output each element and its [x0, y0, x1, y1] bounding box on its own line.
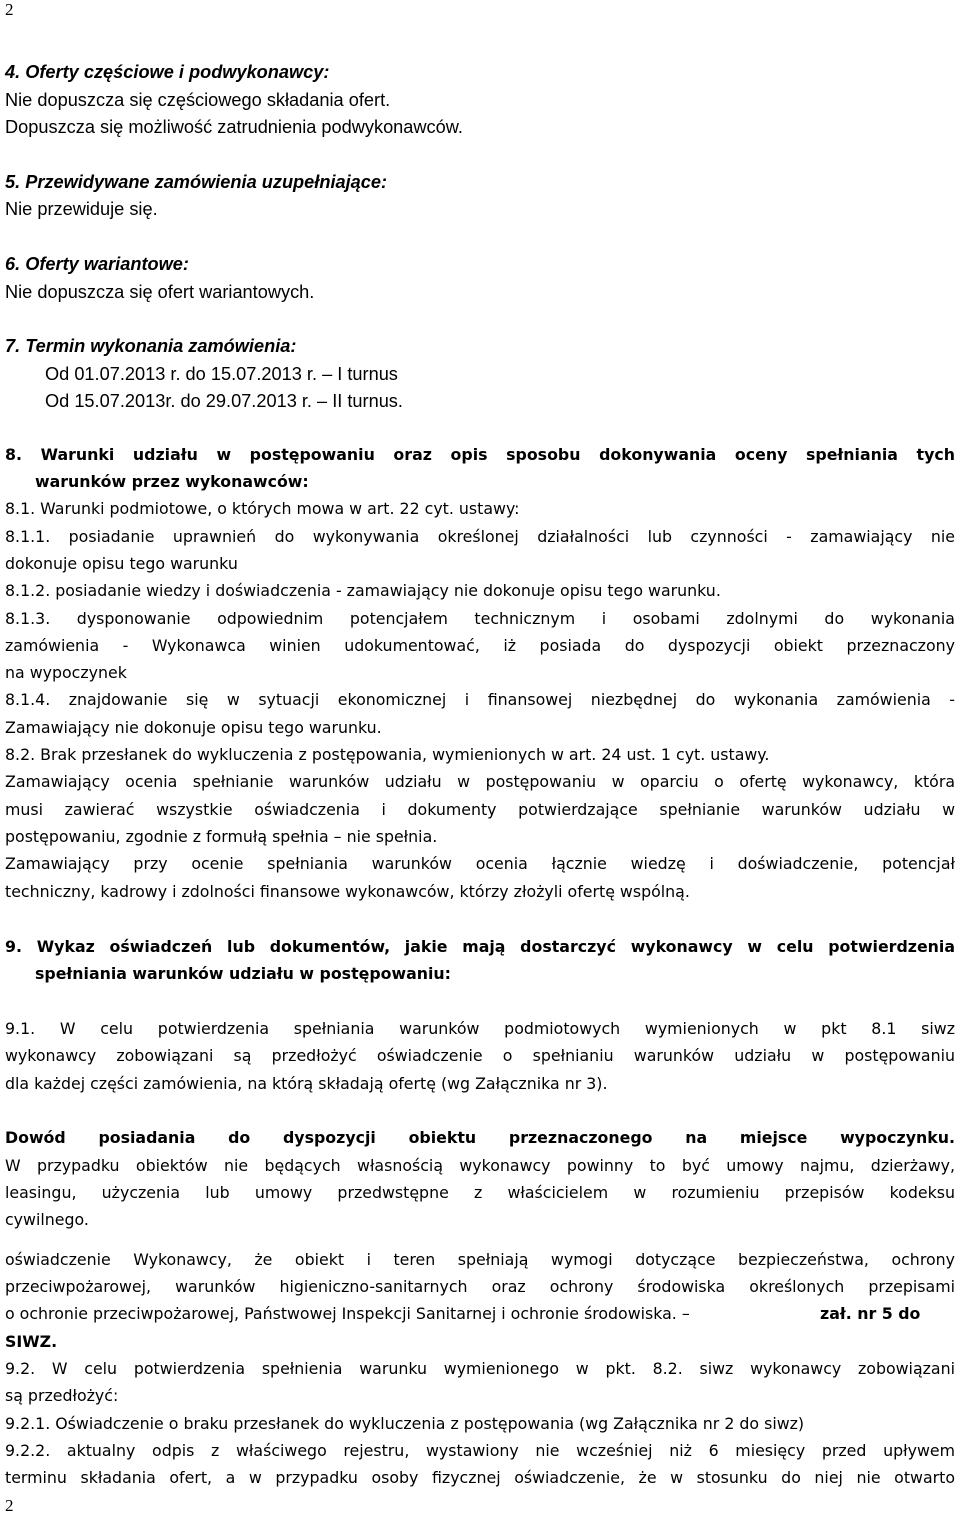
- section-4-line-2: Dopuszcza się możliwość zatrudnienia podwykonawców.: [5, 117, 463, 137]
- para-zamawiajacy-2-line-2: techniczny, kadrowy i zdolności finansowe wykonawców, którzy złożyli ofertę wspólną.: [5, 882, 690, 901]
- section-9-heading-line-1: 9. Wykaz oświadczeń lub dokumentów, jakie mają dostarczyć wykonawcy w celu potwierdzenia: [5, 937, 955, 956]
- para-wlasnosc-line-2: leasingu, użyczenia lub umowy przedwstępne z właścicielem w rozumieniu przepisów kodeksu: [5, 1183, 955, 1202]
- para-8-2: 8.2. Brak przesłanek do wykluczenia z postępowania, wymienionych w art. 24 ust. 1 cyt. ustawy.: [5, 745, 770, 764]
- para-zamawiajacy-1-line-3: postępowaniu, zgodnie z formułą spełnia – nie spełnia.: [5, 827, 438, 846]
- section-4-heading: 4. Oferty częściowe i podwykonawcy:: [5, 62, 330, 82]
- para-oswiadczenie-line-1: oświadczenie Wykonawcy, że obiekt i teren spełniają wymogi dotyczące bezpieczeństwa, ochrony: [5, 1250, 955, 1269]
- para-8-1-4-line-1: 8.1.4. znajdowanie się w sytuacji ekonomicznej i finansowej niezbędnej do wykonania zamówienia -: [5, 690, 955, 709]
- section-7-heading: 7. Termin wykonania zamówienia:: [5, 336, 297, 356]
- section-4-line-1: Nie dopuszcza się częściowego składania ofert.: [5, 90, 391, 110]
- para-9-2-2-line-2: terminu składania ofert, a w przypadku osoby fizycznej oświadczenie, że w stosunku do niej nie otwarto: [5, 1468, 955, 1487]
- section-6-line-1: Nie dopuszcza się ofert wariantowych.: [5, 282, 315, 302]
- para-9-1-line-1: 9.1. W celu potwierdzenia spełniania warunków podmiotowych wymienionych w pkt 8.1 siwz: [5, 1019, 955, 1038]
- dowod-heading: Dowód posiadania do dyspozycji obiektu przeznaczonego na miejsce wypoczynku.: [5, 1128, 955, 1147]
- para-8-1-3-line-1: 8.1.3. dysponowanie odpowiednim potencjałem technicznym i osobami zdolnymi do wykonania: [5, 609, 955, 628]
- section-9-heading-line-2: spełniania warunków udziału w postępowaniu:: [35, 964, 451, 983]
- para-8-1-3-line-2: zamówienia - Wykonawca winien udokumentować, iż posiada do dyspozycji obiekt przeznaczony: [5, 636, 955, 655]
- para-8-1-1-line-1: 8.1.1. posiadanie uprawnień do wykonywania określonej działalności lub czynności - zamawiający nie: [5, 527, 955, 546]
- para-9-2-1: 9.2.1. Oświadczenie o braku przesłanek do wykluczenia z postępowania (wg Załącznika nr 2 do siwz): [5, 1414, 805, 1433]
- para-wlasnosc-line-3: cywilnego.: [5, 1210, 89, 1229]
- section-7-line-1: Od 01.07.2013 r. do 15.07.2013 r. – I turnus: [45, 364, 398, 384]
- para-zamawiajacy-1-line-1: Zamawiający ocenia spełnianie warunków udziału w postępowaniu w oparciu o ofertę wykonawcy, która: [5, 772, 955, 791]
- attachment-reference: zał. nr 5 do: [820, 1304, 921, 1323]
- section-7-line-2: Od 15.07.2013r. do 29.07.2013 r. – II turnus.: [45, 391, 403, 411]
- page-number-top: 2: [5, 0, 14, 19]
- para-8-1: 8.1. Warunki podmiotowe, o których mowa w art. 22 cyt. ustawy:: [5, 499, 520, 518]
- para-oswiadczenie-line-2: przeciwpożarowej, warunków higieniczno-sanitarnych oraz ochrony środowiska określonych przepisami: [5, 1277, 955, 1296]
- section-5-heading: 5. Przewidywane zamówienia uzupełniające:: [5, 172, 388, 192]
- para-zamawiajacy-2-line-1: Zamawiający przy ocenie spełniania warunków ocenia łącznie wiedzę i doświadczenie, potencjał: [5, 854, 955, 873]
- section-5-line-1: Nie przewiduje się.: [5, 199, 158, 219]
- para-9-2-2-line-1: 9.2.2. aktualny odpis z właściwego rejestru, wystawiony nie wcześniej niż 6 miesięcy przed upływem: [5, 1441, 955, 1460]
- para-8-1-3-line-3: na wypoczynek: [5, 663, 127, 682]
- section-8-heading-line-2: warunków przez wykonawców:: [35, 472, 309, 491]
- section-6-heading: 6. Oferty wariantowe:: [5, 254, 189, 274]
- section-8-heading-line-1: 8. Warunki udziału w postępowaniu oraz opis sposobu dokonywania oceny spełniania tych: [5, 445, 955, 464]
- para-9-2-line-1: 9.2. W celu potwierdzenia spełnienia warunku wymienionego w pkt. 8.2. siwz wykonawcy zobowiązani: [5, 1359, 955, 1378]
- para-oswiadczenie-line-3: o ochronie przeciwpożarowej, Państwowej Inspekcji Sanitarnej i ochronie środowiska. –: [5, 1304, 690, 1323]
- para-wlasnosc-line-1: W przypadku obiektów nie będących własnością wykonawcy powinny to być umowy najmu, dzierżawy,: [5, 1156, 955, 1175]
- para-8-1-1-line-2: dokonuje opisu tego warunku: [5, 554, 238, 573]
- para-oswiadczenie-line-4: SIWZ.: [5, 1332, 58, 1351]
- para-9-1-line-2: wykonawcy zobowiązani są przedłożyć oświadczenie o spełnianiu warunków udziału w postępowaniu: [5, 1046, 955, 1065]
- para-9-2-line-2: są przedłożyć:: [5, 1386, 119, 1405]
- para-9-1-line-3: dla każdej części zamówienia, na którą składają ofertę (wg Załącznika nr 3).: [5, 1074, 608, 1093]
- page-number-bottom: 2: [5, 1496, 14, 1515]
- para-zamawiajacy-1-line-2: musi zawierać wszystkie oświadczenia i dokumenty potwierdzające spełnianie warunków udziału w: [5, 800, 955, 819]
- para-8-1-4-line-2: Zamawiający nie dokonuje opisu tego warunku.: [5, 718, 382, 737]
- para-8-1-2: 8.1.2. posiadanie wiedzy i doświadczenia - zamawiający nie dokonuje opisu tego warunku.: [5, 581, 721, 600]
